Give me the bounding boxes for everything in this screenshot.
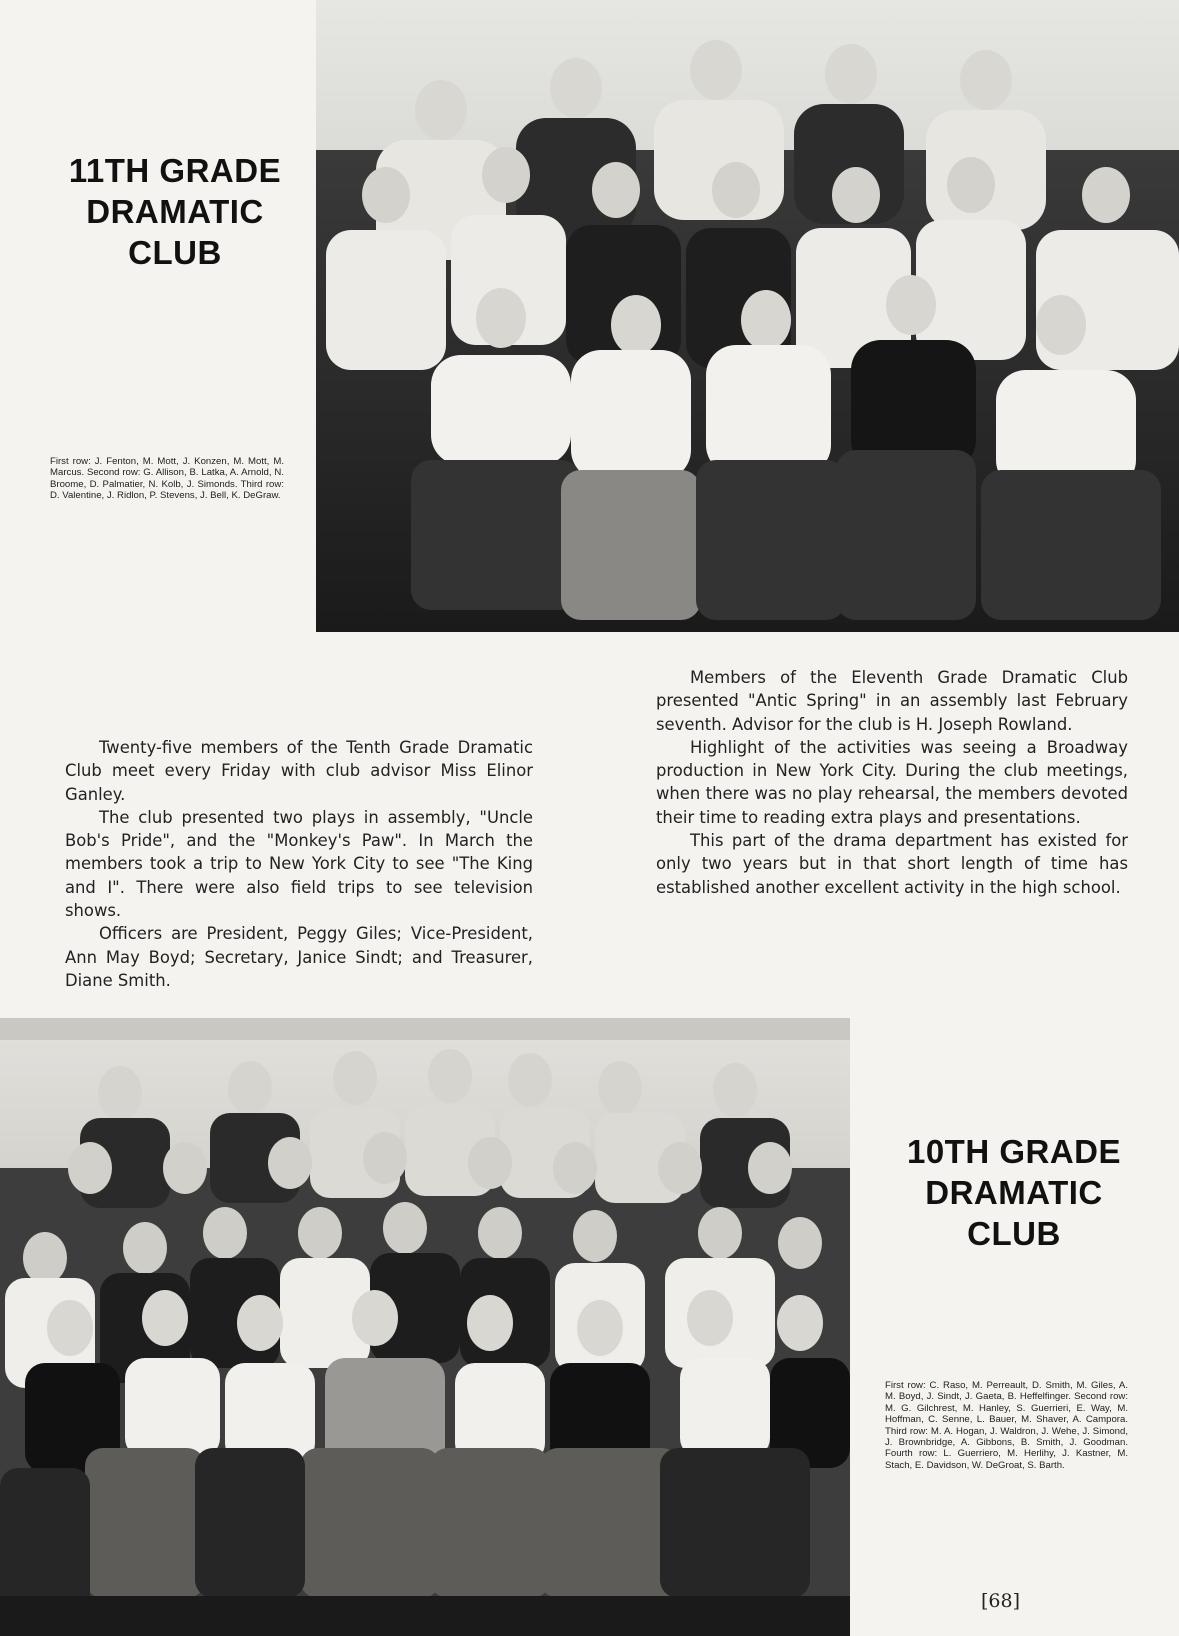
eleventh-grade-caption: First row: J. Fenton, M. Mott, J. Konzen, M. Mott, M. Marcus. Second row: G. Allison, B. Latka, A. Arnold, N. Broome, D. Palmatier, N. Kolb, J. Simonds. Third row: D. Valentine, J. Ridlon, P. Stevens, J. Bell, K. DeGraw.	[50, 456, 284, 502]
tenth-grade-description	[65, 736, 533, 992]
eleventh-grade-description	[656, 666, 1128, 899]
heading-line: CLUB	[967, 1215, 1061, 1252]
eleventh-grade-paragraph: Members of the Eleventh Grade Dramatic Club presented "Antic Spring" in an assembly last February seventh. Advisor for the club is H. Joseph Rowland.	[656, 668, 1128, 734]
heading-line: CLUB	[128, 234, 222, 271]
tenth-grade-paragraph: The club presented two plays in assembly, "Uncle Bob's Pride", and the "Monkey's Paw". In March the members took a trip to New York City to see "The King and I". There were also field trips to see television shows.	[65, 807, 533, 921]
tenth-grade-paragraph: Officers are President, Peggy Giles; Vice-President, Ann May Boyd; Secretary, Janice Sindt; and Treasurer, Diane Smith.	[65, 924, 533, 990]
tenth-grade-caption: First row: C. Raso, M. Perreault, D. Smith, M. Giles, A. M. Boyd, J. Sindt, J. Gaeta, B. Heffelfinger. Second row: M. G. Gilchrest, M. Hanley, S. Guerrieri, E. Way, M. Hoffman, C. Senne, L. Bauer, M. Shaver, A. Campora. Third row: M. A. Hogan, J. Waldron, J. Wehe, J. Simond, J. Brownbridge, A. Gibbons, B. Smith, J. Goodman. Fourth row: L. Guerriero, M. Herlihy, J. Kastner, M. Stach, E. Davidson, W. DeGroat, S. Barth.	[885, 1380, 1128, 1471]
heading-line: 11TH GRADE	[68, 152, 282, 189]
heading-line: DRAMATIC	[86, 193, 264, 230]
heading-line: DRAMATIC	[925, 1174, 1103, 1211]
tenth-grade-paragraph: Twenty-five members of the Tenth Grade Dramatic Club meet every Friday with club advisor Miss Elinor Ganley.	[65, 738, 533, 804]
heading-line: 10TH GRADE	[906, 1133, 1122, 1170]
eleventh-grade-paragraph: Highlight of the activities was seeing a Broadway production in New York City. During the club meetings, when there was no play rehearsal, the members devoted their time to reading extra plays and presentations.	[656, 737, 1128, 827]
eleventh-grade-photo	[316, 0, 1179, 632]
eleventh-grade-paragraph: This part of the drama department has existed for only two years but in that short length of time has established another excellent activity in the high school.	[656, 831, 1128, 897]
tenth-grade-heading	[876, 1131, 1152, 1254]
eleventh-grade-photo-graphic	[316, 0, 1179, 632]
tenth-grade-photo-graphic	[0, 1018, 850, 1636]
page-number: [68]	[981, 1590, 1021, 1612]
tenth-grade-photo	[0, 1018, 850, 1636]
eleventh-grade-heading	[40, 150, 310, 273]
